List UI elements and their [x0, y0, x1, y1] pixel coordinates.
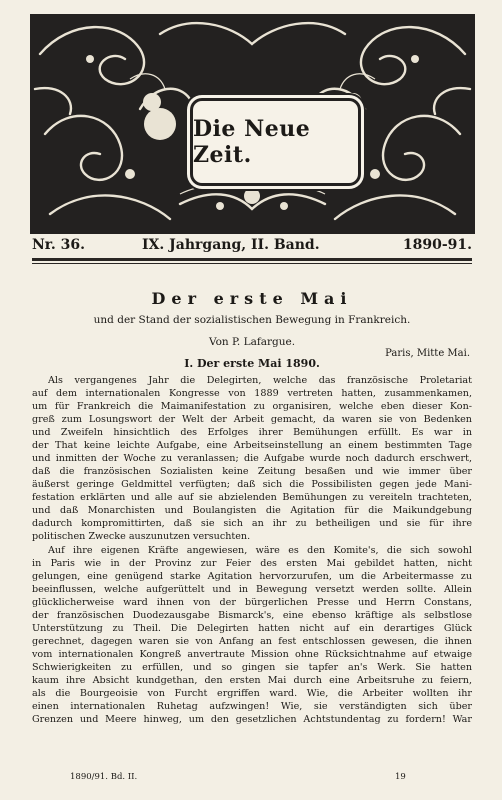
body-line: beeinflussen, welche aufgerüttelt und in Bewegung versetzt werden sollte. Allein	[32, 584, 472, 595]
article-title: Der erste Mai	[151, 289, 353, 308]
body-line: gelungen, eine genügend starke Agitation hervorzurufen, um die Arbeitermasse zu	[32, 571, 472, 582]
body-line: Unterstützung zu Theil. Die Delegirten hatten nicht auf ein derartiges Glück	[32, 623, 472, 634]
body-line: in Paris wie in der Provinz zur Feier des ersten Mai gebildet hatten, nicht	[32, 558, 472, 569]
masthead-banner	[30, 14, 475, 234]
body-line: auf dem internationalen Kongresse von 1889 vertreten hatten, zusammenkamen,	[32, 388, 472, 399]
body-line: der französischen Duodezausgabe Bismarck's, eine ebenso kräftige als selbstlose	[32, 610, 472, 621]
body-line: greß zum Losungswort der Welt der Arbeit gemacht, da waren sie von Bedenken	[32, 414, 472, 425]
body-line: vom internationalen Kongreß anvertraute Mission ohne Rücksichtnahme auf etwaige	[32, 649, 472, 660]
body-line: einen internationalen Ruhetag aufzwingen! Wie, sie verständigten sich über	[32, 701, 472, 712]
body-line: glücklicherweise ward ihnen von der bürgerlichen Presse und Herrn Constans,	[32, 597, 472, 608]
header-rule-thick	[32, 258, 472, 261]
article-dateline: Paris, Mitte Mai.	[385, 348, 470, 359]
header-rule-thin	[32, 263, 472, 264]
body-line: festation erklärten und alle auf sie abzielenden Bemühungen zu vereiteln trachteten,	[32, 492, 472, 503]
body-line: äußerst geringe Geldmittel verfügten; daß sich die Possibilisten gegen jede Mani-	[32, 479, 472, 490]
body-line: als die Bourgeoisie von Furcht ergriffen ward. Wie, die Arbeiter wollten ihr	[32, 688, 472, 699]
body-line: gerechnet, dagegen waren sie von Anfang an fest entschlossen gewesen, die ihnen	[32, 636, 472, 647]
title-plate	[190, 98, 361, 186]
article-author: Von P. Lafargue.	[208, 336, 296, 348]
issue-number: Nr. 36.	[32, 237, 85, 253]
body-line: daß die französischen Sozialisten keine Zeitung besaßen und wie immer über	[32, 466, 472, 477]
body-line: und daß Monarchisten und Boulangisten die Agitation für die Maikundgebung	[32, 505, 472, 516]
section-heading: I. Der erste Mai 1890.	[184, 357, 320, 370]
body-line: Als vergangenes Jahr die Delegirten, welche das französische Proletariat	[48, 375, 472, 386]
body-line: dadurch kompromittirten, daß sie sich an ihr zu betheiligen und sie für ihre	[32, 518, 472, 529]
footer-page-number: 19	[395, 772, 406, 782]
body-line: um für Frankreich die Maimanifestation zu organisiren, welche eben dieser Kon-	[32, 401, 472, 412]
issue-years: 1890-91.	[402, 237, 472, 253]
article-subtitle: und der Stand der sozialistischen Bewegung in Frankreich.	[93, 314, 411, 326]
body-line: politischen Zwecke auszunutzen versuchten.	[32, 531, 251, 542]
body-line: Auf ihre eigenen Kräfte angewiesen, wäre es den Komite's, die sich sowohl	[48, 545, 472, 556]
body-line: und inmitten der Woche zu veranlassen; die Aufgabe wurde noch dadurch erschwert,	[32, 453, 472, 464]
body-line: Schwierigkeiten zu erfüllen, und so gingen sie tapfer an's Werk. Sie hatten	[32, 662, 472, 673]
body-line: Grenzen und Meere hinweg, um den gesetzlichen Achtstundentag zu fordern! War	[32, 714, 472, 725]
body-line: der That keine leichte Aufgabe, eine Arbeitseinstellung an einem bestimmten Tage	[32, 440, 472, 451]
issue-volume: IX. Jahrgang, II. Band.	[142, 237, 320, 253]
body-line: und Zweifeln hinsichtlich des Erfolges ihrer Bemühungen erfüllt. Es war in	[32, 427, 472, 438]
body-line: kaum ihre Absicht kundgethan, den ersten Mai durch eine Arbeitsruhe zu feiern,	[32, 675, 472, 686]
footer-signature: 1890/91. Bd. II.	[70, 772, 138, 782]
masthead-title: Die Neue Zeit.	[193, 116, 311, 168]
issue-line	[32, 234, 472, 256]
